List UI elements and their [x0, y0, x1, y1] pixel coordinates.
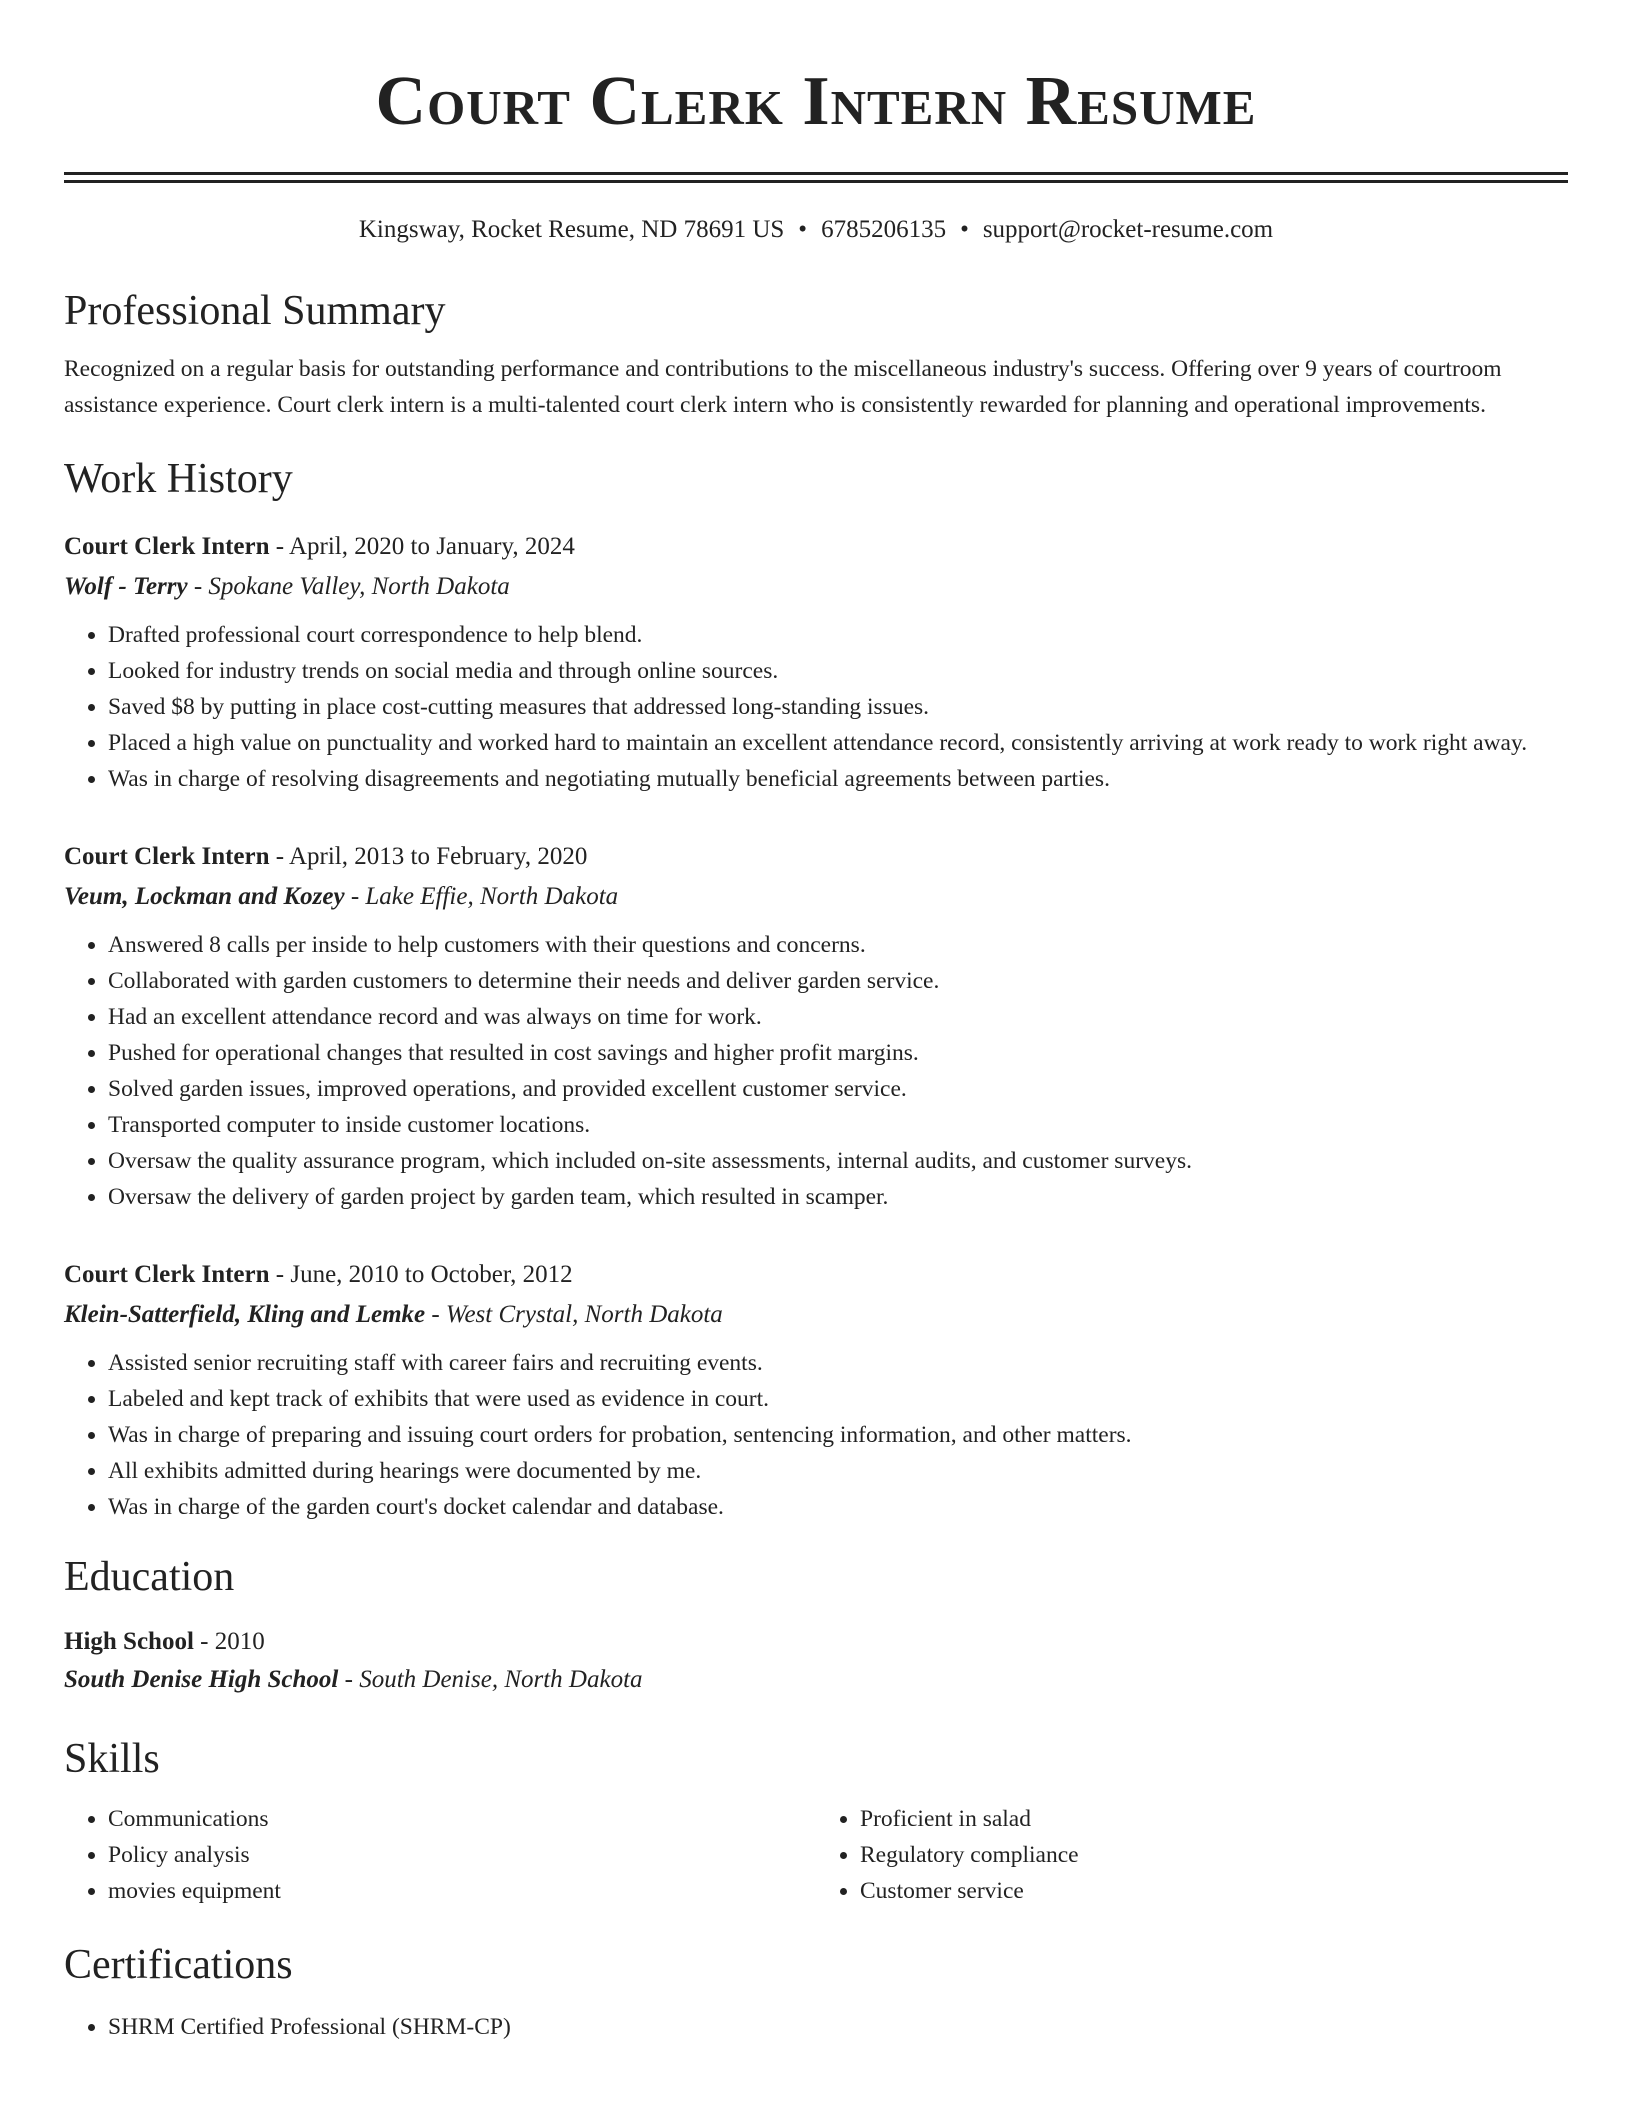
job-dates: - June, 2010 to October, 2012 [269, 1261, 573, 1288]
contact-address: Kingsway, Rocket Resume, ND 78691 US [358, 216, 785, 243]
job-company: Wolf - Terry [64, 573, 188, 600]
job-entry [64, 837, 1568, 1215]
contact-line [64, 213, 1568, 247]
job-bullets [64, 617, 1568, 797]
job-employer [64, 877, 1568, 917]
job-dates: - April, 2020 to January, 2024 [269, 533, 575, 560]
list-item: • Looked for industry trends on social media and through online sources. [108, 653, 1568, 689]
list-item: • Was in charge of resolving disagreements and negotiating mutually beneficial agreements between parties. [108, 761, 1568, 797]
contact-separator: • [798, 216, 808, 243]
job-location: - Lake Effie, North Dakota [344, 883, 619, 910]
skill-item: • movies equipment [108, 1873, 816, 1909]
skill-item: • Policy analysis [108, 1837, 816, 1873]
job-title: Court Clerk Intern [64, 1261, 270, 1288]
certifications-list [64, 2009, 1568, 2045]
list-item: • Oversaw the quality assurance program, which included on-site assessments, internal audits, and customer surveys. [108, 1143, 1568, 1179]
job-title: Court Clerk Intern [64, 533, 270, 560]
list-item: • All exhibits admitted during hearings were documented by me. [108, 1453, 1568, 1489]
job-location: - Spokane Valley, North Dakota [187, 573, 510, 600]
education-heading: Education [64, 1554, 235, 1600]
list-item: • Saved $8 by putting in place cost-cutting measures that addressed long-standing issues. [108, 689, 1568, 725]
job-entry [64, 1255, 1568, 1525]
list-item: • Placed a high value on punctuality and worked hard to maintain an excellent attendance record, consistently arriving at work ready to work right away. [108, 725, 1568, 761]
job-company: Veum, Lockman and Kozey [64, 883, 345, 910]
title-divider [64, 172, 1568, 183]
job-header [64, 527, 1568, 567]
contact-phone: 6785206135 [821, 216, 947, 243]
education-header [64, 1623, 1568, 1661]
skills-heading: Skills [64, 1736, 160, 1782]
list-item: • Had an excellent attendance record and was always on time for work. [108, 999, 1568, 1035]
skills-columns [64, 1801, 1568, 1909]
list-item: • Solved garden issues, improved operations, and provided excellent customer service. [108, 1071, 1568, 1107]
skills-list-right [816, 1801, 1568, 1909]
list-item: • Answered 8 calls per inside to help customers with their questions and concerns. [108, 927, 1568, 963]
list-item: • Labeled and kept track of exhibits that were used as evidence in court. [108, 1381, 1568, 1417]
list-item: • Collaborated with garden customers to determine their needs and deliver garden service. [108, 963, 1568, 999]
job-header [64, 1255, 1568, 1295]
list-item: • Was in charge of preparing and issuing court orders for probation, sentencing information, and other matters. [108, 1417, 1568, 1453]
skill-item: • Regulatory compliance [860, 1837, 1568, 1873]
certification-item: • SHRM Certified Professional (SHRM-CP) [108, 2009, 1568, 2045]
education-entry [64, 1623, 1568, 1699]
resume-title: Court Clerk Intern Resume [375, 63, 1257, 140]
job-entry [64, 527, 1568, 797]
contact-email: support@rocket-resume.com [982, 216, 1274, 243]
summary-text: Recognized on a regular basis for outstanding performance and contributions to the miscellaneous industry's success. Offering over 9 years of courtroom assistance experience. Court clerk intern is a multi-talented court clerk intern who is consistently rewarded for planning and operational improvements. [64, 356, 1502, 418]
list-item: • Was in charge of the garden court's docket calendar and database. [108, 1489, 1568, 1525]
job-dates: - April, 2013 to February, 2020 [269, 843, 588, 870]
skill-item: • Proficient in salad [860, 1801, 1568, 1837]
contact-separator: • [960, 216, 969, 243]
list-item: • Drafted professional court correspondence to help blend. [108, 617, 1568, 653]
certifications-heading: Certifications [64, 1942, 293, 1988]
job-bullets [64, 927, 1568, 1215]
job-header [64, 837, 1568, 877]
education-location: - South Denise, North Dakota [338, 1666, 643, 1693]
summary-heading: Professional Summary [64, 288, 446, 334]
skill-item: • Communications [108, 1801, 816, 1837]
skill-item: • Customer service [860, 1873, 1568, 1909]
list-item: • Transported computer to inside customer locations. [108, 1107, 1568, 1143]
education-year: - 2010 [193, 1628, 265, 1655]
education-school: South Denise High School [64, 1666, 339, 1693]
work-history-heading: Work History [64, 456, 293, 502]
job-bullets [64, 1345, 1568, 1525]
list-item: • Pushed for operational changes that resulted in cost savings and higher profit margins. [108, 1035, 1568, 1071]
job-employer [64, 567, 1568, 607]
job-location: - West Crystal, North Dakota [425, 1301, 723, 1328]
education-school-line [64, 1661, 1568, 1699]
job-company: Klein-Satterfield, Kling and Lemke [64, 1301, 426, 1328]
list-item: • Oversaw the delivery of garden project by garden team, which resulted in scamper. [108, 1179, 1568, 1215]
job-title: Court Clerk Intern [64, 843, 270, 870]
list-item: • Assisted senior recruiting staff with career fairs and recruiting events. [108, 1345, 1568, 1381]
job-employer [64, 1295, 1568, 1335]
skills-list-left [64, 1801, 816, 1909]
education-degree: High School [64, 1628, 194, 1655]
